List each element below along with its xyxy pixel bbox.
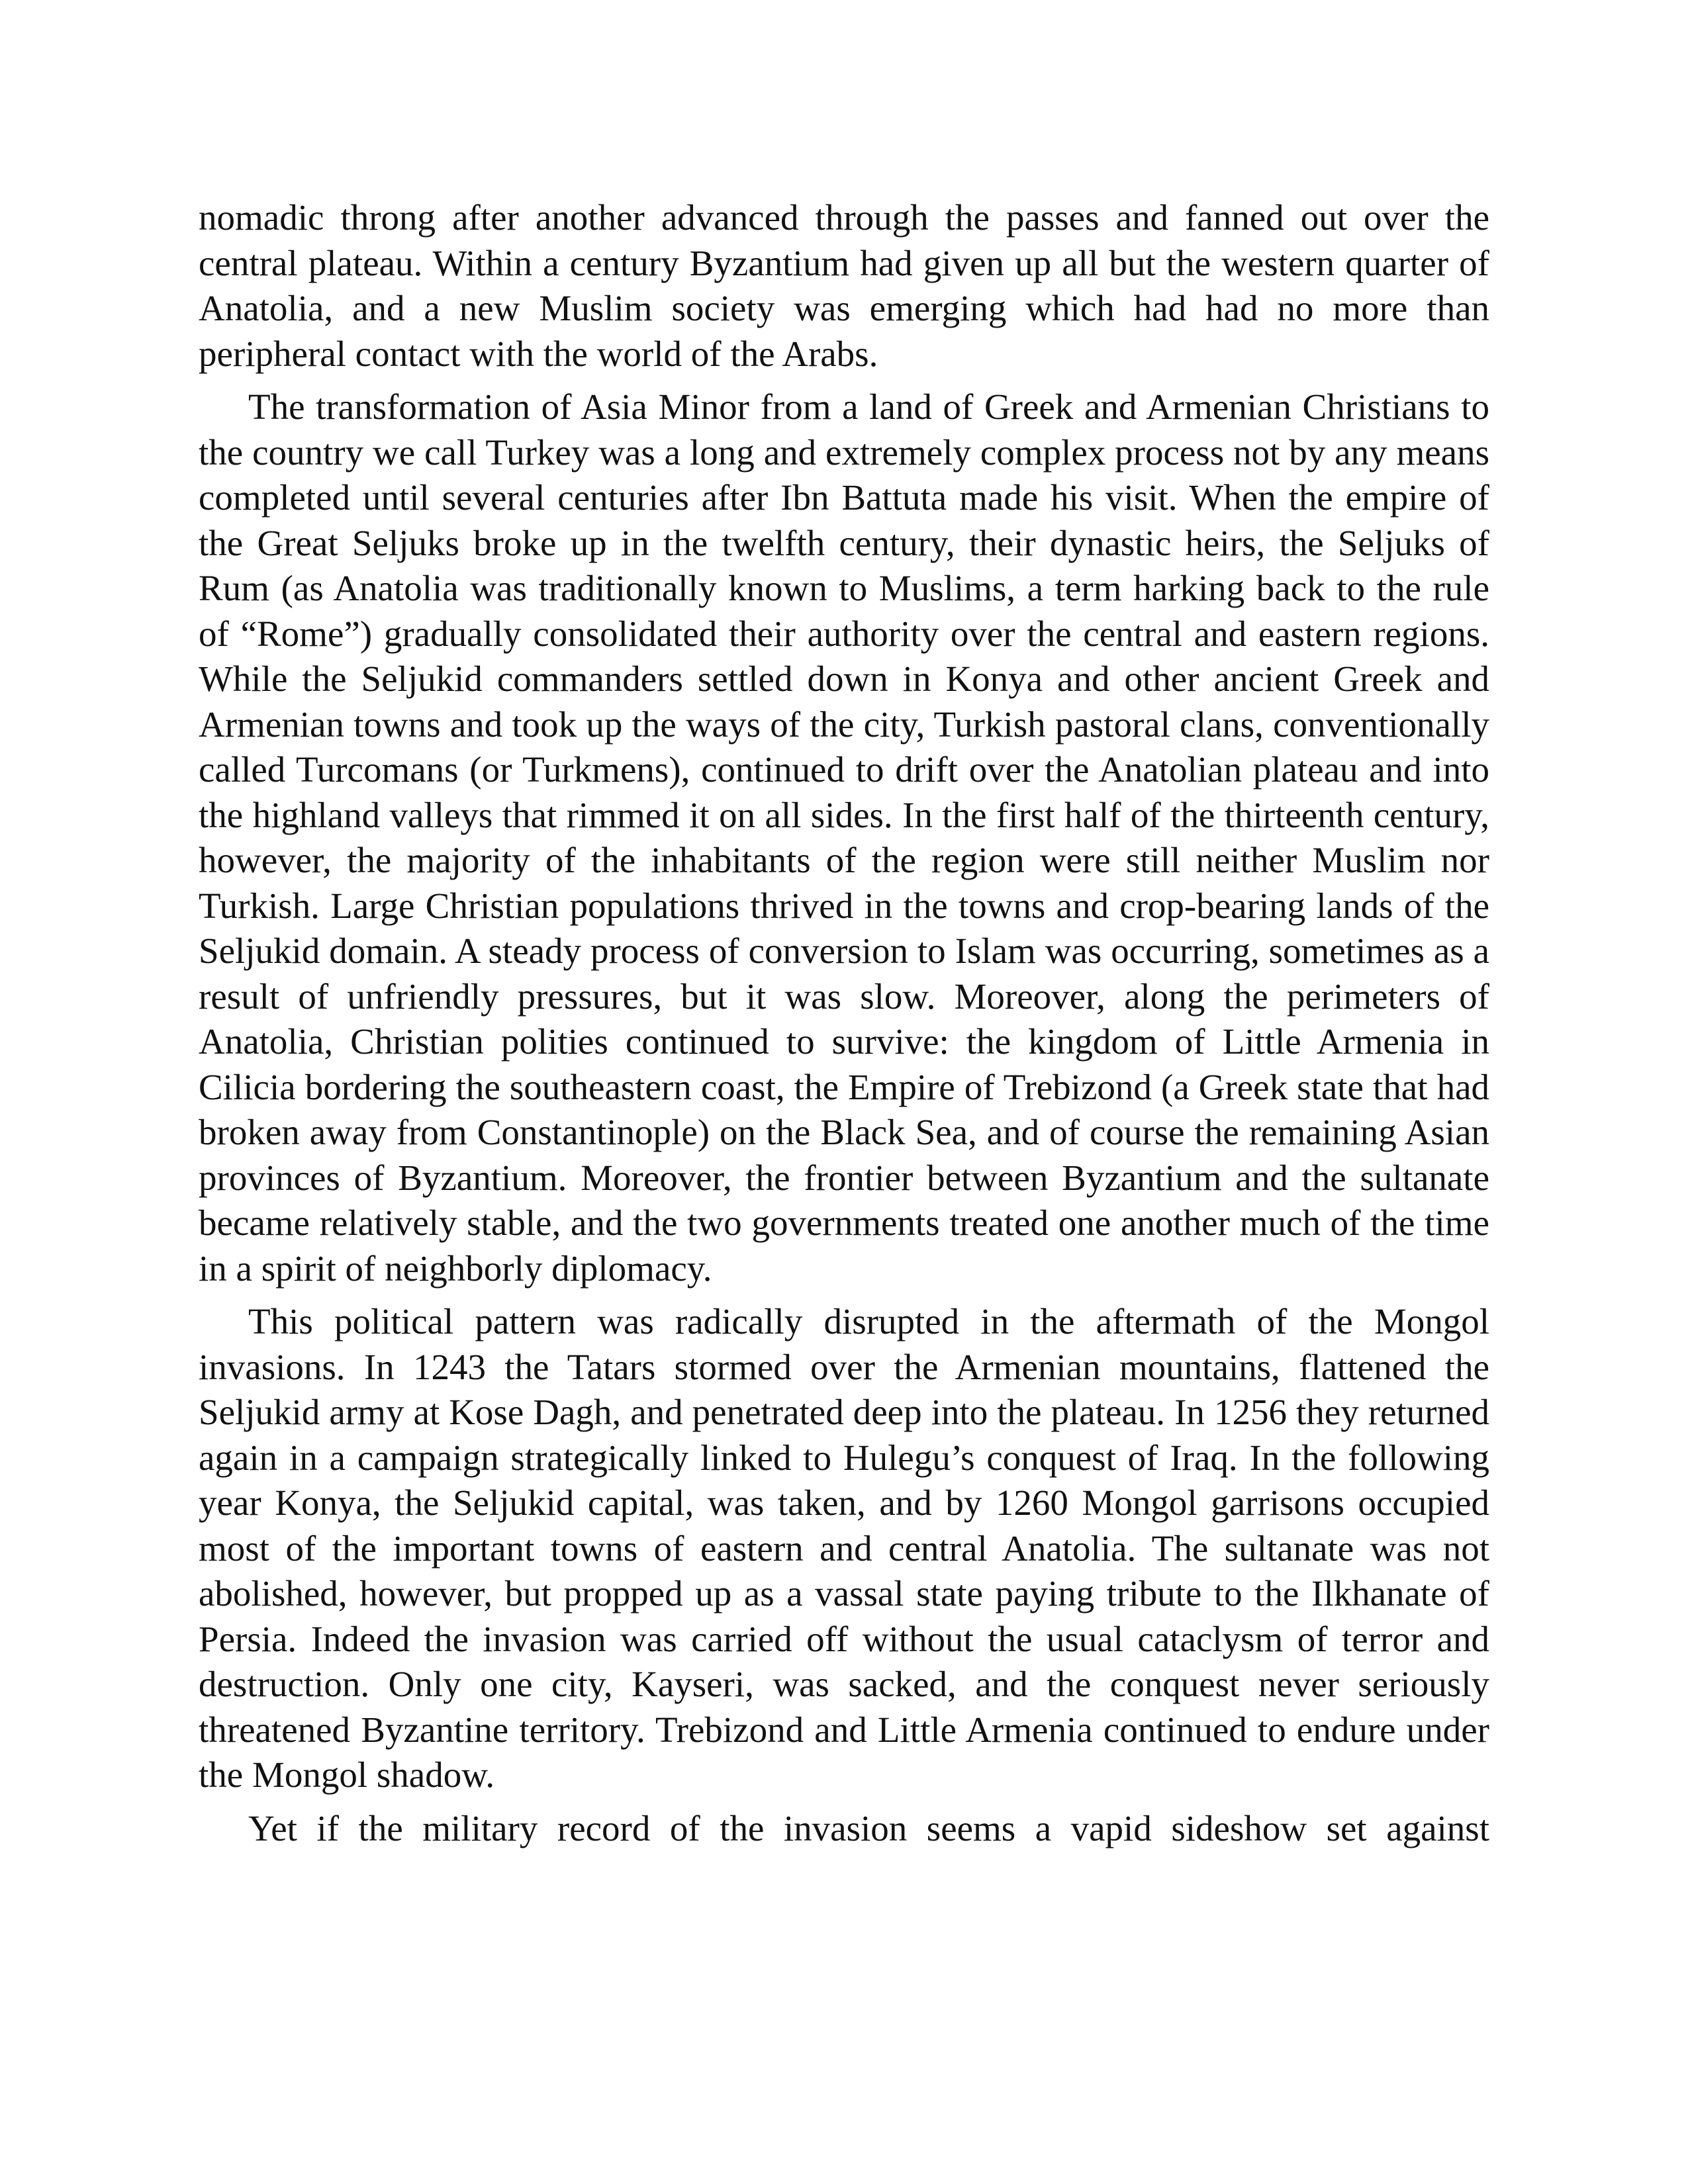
paragraph-continuation: nomadic throng after another advanced through the passes and fanned out over the central plateau. Within a century Byzantium had given up all but the western quarter of Anatolia, and a new Muslim society was emerging which had had no more than peripheral contact with the world of the Arabs. (199, 197, 1489, 374)
page-body (199, 195, 1489, 1851)
paragraph-military-record: Yet if the military record of the invasion seems a vapid sideshow set against (248, 1807, 1489, 1848)
paragraph-anatolia-transformation: The transformation of Asia Minor from a land of Greek and Armenian Christians to the country we call Turkey was a long and extremely complex process not by any means completed until several centuries after Ibn Battuta made his visit. When the empire of the Great Seljuks broke up in the twelfth century, their dynastic heirs, the Seljuks of Rum (as Anatolia was traditionally known to Muslims, a term harking back to the rule of “Rome”) gradually consolidated their authority over the central and eastern regions. While the Seljukid commanders settled down in Konya and other ancient Greek and Armenian towns and took up the ways of the city, Turkish pastoral clans, conventionally called Turcomans (or Turkmens), continued to drift over the Anatolian plateau and into the highland valleys that rimmed it on all sides. In the first half of the thirteenth century, however, the majority of the inhabitants of the region were still neither Muslim nor Turkish. Large Christian populations thrived in the towns and crop-bearing lands of the Seljukid domain. A steady process of conversion to Islam was occurring, sometimes as a result of unfriendly pressures, but it was slow. Moreover, along the perimeters of Anatolia, Christian polities continued to survive: the kingdom of Little Armenia in Cilicia bordering the southeastern coast, the Empire of Trebizond (a Greek state that had broken away from Constantinople) on the Black Sea, and of course the remaining Asian provinces of Byzantium. Moreover, the frontier between Byzantium and the sultanate became relatively stable, and the two governments treated one another much of the time in a spirit of neighborly diplomacy. (199, 387, 1489, 1289)
paragraph-mongol-invasions: This political pattern was radically disrupted in the aftermath of the Mongol invasions. In 1243 the Tatars stormed over the Armenian mountains, flattened the Seljukid army at Kose Dagh, and penetrated deep into the plateau. In 1256 they returned again in a campaign strategically linked to Hulegu’s conquest of Iraq. In the following year Konya, the Seljukid capital, was taken, and by 1260 Mongol garrisons occupied most of the important towns of eastern and central Anatolia. The sultanate was not abolished, however, but propped up as a vassal state paying tribute to the Ilkhanate of Persia. Indeed the invasion was carried off without the usual cataclysm of terror and destruction. Only one city, Kayseri, was sacked, and the conquest never seriously threatened Byzantine territory. Trebizond and Little Armenia continued to endure under the Mongol shadow. (199, 1301, 1489, 1795)
